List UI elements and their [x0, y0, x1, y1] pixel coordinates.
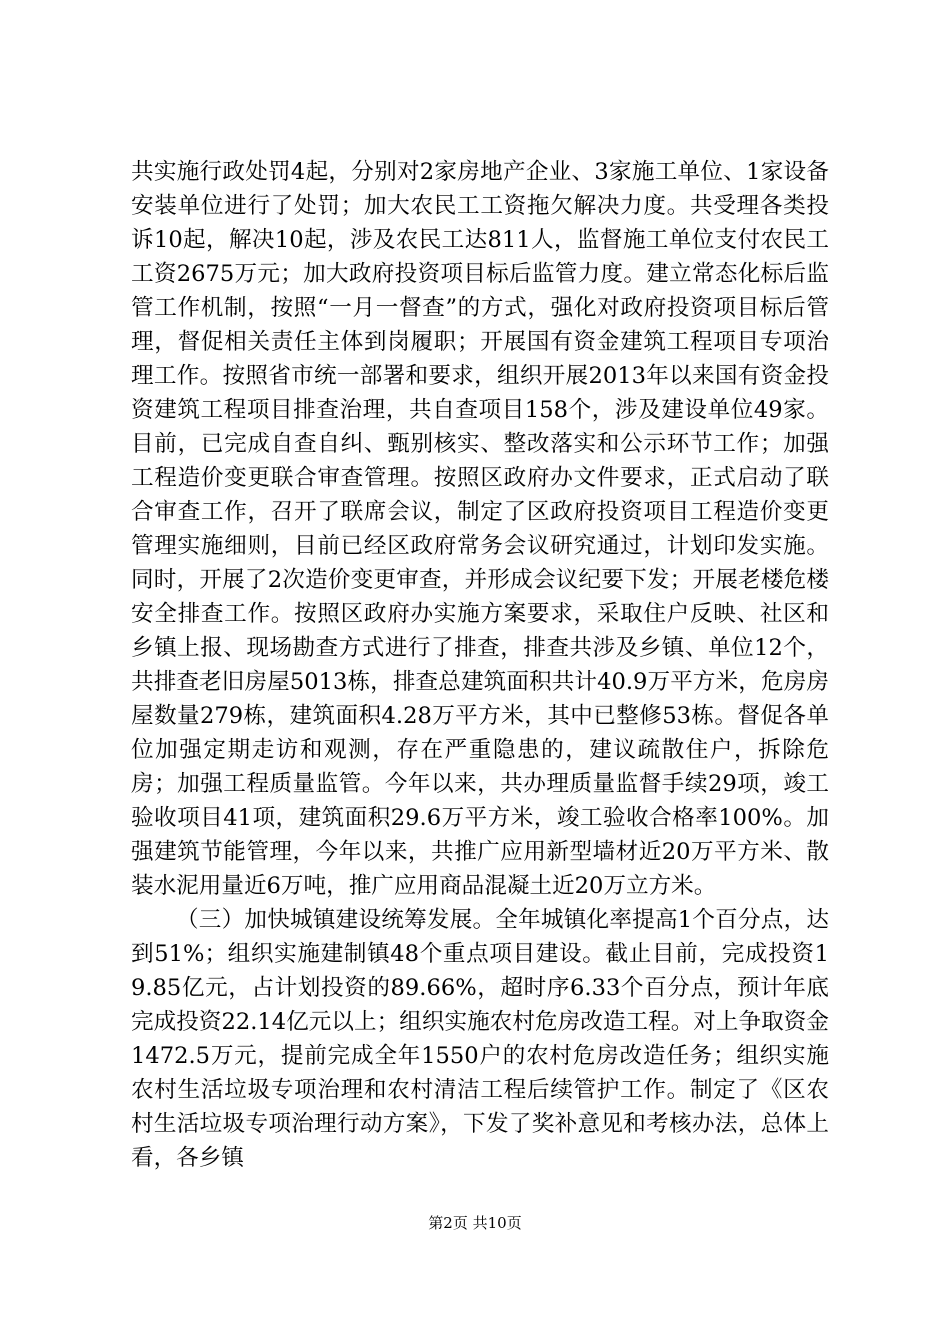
body-paragraph-2: （三）加快城镇建设统筹发展。全年城镇化率提高1个百分点，达到51%；组织实施建制镇48个重点项目建设。截止目前，完成投资19.85亿元，占计划投资的89.66%，超时序6.33个百分点，预计年底完成投资22.14亿元以上；组织实施农村危房改造工程。对上争取资金1472.5万元，提前完成全年1550户的农村危房改造任务；组织实施农村生活垃圾专项治理和农村清洁工程后续管护工作。制定了《区农村生活垃圾专项治理行动方案》，下发了奖补意见和考核办法，总体上看，各乡镇 [131, 907, 829, 1171]
body-paragraph-1: 共实施行政处罚4起，分别对2家房地产企业、3家施工单位、1家设备安装单位进行了处罚；加大农民工工资拖欠解决力度。共受理各类投诉10起，解决10起，涉及农民工达811人，监督施工单位支付农民工工资2675万元；加大政府投资项目标后监管力度。建立常态化标后监管工作机制，按照“一月一督查”的方式，强化对政府投资项目标后管理，督促相关责任主体到岗履职；开展国有资金建筑工程项目专项治理工作。按照省市统一部署和要求，组织开展2013年以来国有资金投资建筑工程项目排查治理，共自查项目158个，涉及建设单位49家。目前，已完成自查自纠、甄别核实、整改落实和公示环节工作；加强工程造价变更联合审查管理。按照区政府办文件要求，正式启动了联合审查工作，召开了联席会议，制定了区政府投资项目工程造价变更管理实施细则，目前已经区政府常务会议研究通过，计划印发实施。同时，开展了2次造价变更审查，并形成会议纪要下发；开展老楼危楼安全排查工作。按照区政府办实施方案要求，采取住户反映、社区和乡镇上报、现场勘查方式进行了排查，排查共涉及乡镇、单位12个，共排查老旧房屋5013栋，排查总建筑面积共计40.9万平方米，危房房屋数量279栋，建筑面积4.28万平方米，其中已整修53栋。督促各单位加强定期走访和观测，存在严重隐患的，建议疏散住户，拆除危房；加强工程质量监管。今年以来，共办理质量监督手续29项，竣工验收项目41项，建筑面积29.6万平方米，竣工验收合格率100%。加强建筑节能管理，今年以来，共推广应用新型墙材近20万平方米、散装水泥用量近6万吨，推广应用商品混凝土近20万立方米。 [131, 159, 829, 899]
page-number-footer: 第2页 共10页 [428, 1214, 522, 1232]
document-body [131, 155, 829, 1175]
